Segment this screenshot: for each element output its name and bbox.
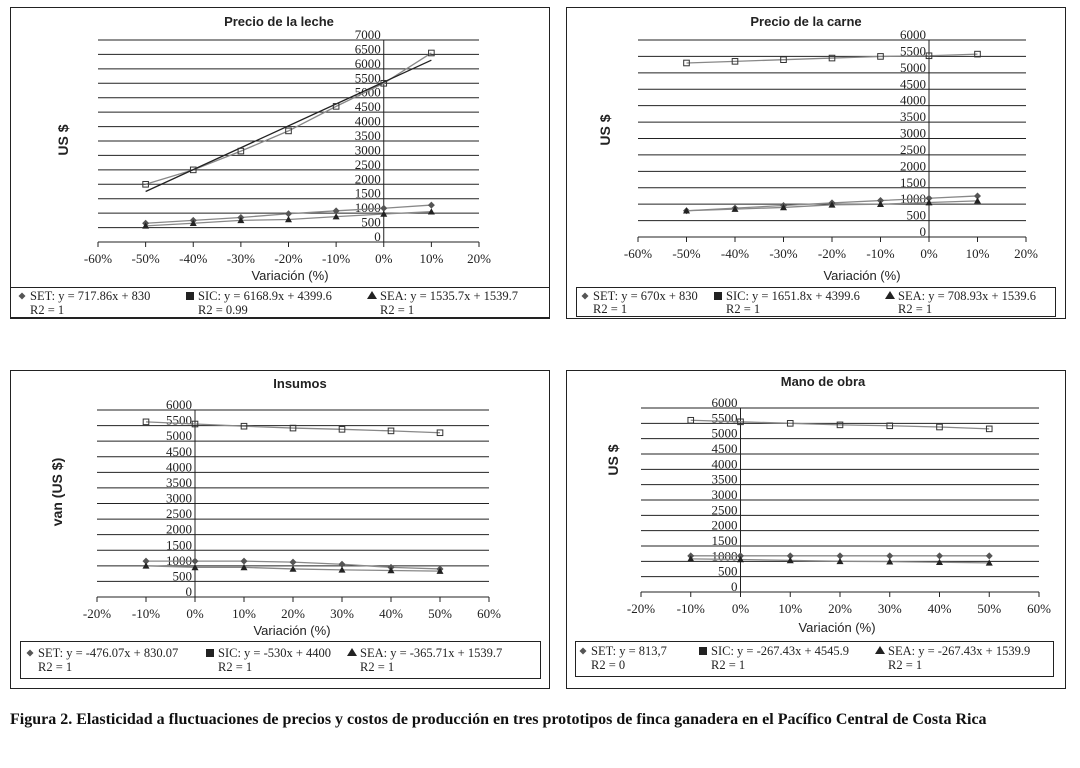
x-tick-label: -60%: [83, 251, 113, 266]
chart-4: [567, 371, 1066, 689]
y-tick-label: 4500: [711, 441, 738, 456]
legend-r2: R2 = 1: [888, 658, 923, 672]
y-tick-label: 2000: [900, 158, 926, 174]
y-tick-label: 1000: [900, 191, 926, 207]
legend-r2: R2 = 1: [380, 303, 415, 317]
legend-marker-sic: [186, 292, 194, 300]
x-tick-label: -30%: [226, 251, 255, 266]
chart-frame: [567, 371, 1066, 689]
y-tick-label: 1000: [166, 552, 192, 568]
y-tick-label: 5500: [354, 70, 381, 86]
legend-marker-sic: [714, 292, 722, 300]
x-tick-label: -20%: [626, 601, 656, 616]
y-tick-label: 5500: [711, 410, 738, 426]
legend-r2: R2 = 0.99: [198, 303, 248, 317]
x-tick-label: -10%: [676, 601, 705, 616]
y-tick-label: 4000: [166, 459, 192, 475]
y-tick-label: 1500: [711, 533, 738, 548]
x-tick-label: -10%: [322, 251, 351, 266]
y-tick-label: 7000: [354, 27, 381, 42]
x-tick-label: 10%: [419, 251, 444, 266]
y-axis-label: US $: [605, 444, 621, 476]
y-tick-label: 0: [731, 579, 738, 594]
x-tick-label: -20%: [274, 251, 303, 266]
y-tick-label: 4000: [711, 456, 738, 472]
x-tick-label: 10%: [965, 246, 990, 261]
x-tick-label: 0%: [920, 246, 938, 261]
legend-equation: SEA: y = -267.43x + 1539.9: [888, 644, 1031, 658]
legend-r2: R2 = 0: [591, 658, 626, 672]
x-tick-label: 0%: [375, 251, 393, 266]
y-tick-label: 500: [172, 568, 192, 584]
y-tick-label: 6000: [166, 397, 192, 412]
y-tick-label: 5000: [900, 59, 926, 75]
y-tick-label: 0: [919, 224, 926, 239]
y-tick-label: 500: [906, 207, 926, 223]
y-tick-label: 2500: [354, 156, 381, 172]
legend-equation: SIC: y = -530x + 4400: [218, 646, 332, 660]
x-tick-label: 30%: [877, 601, 902, 616]
y-tick-label: 5000: [711, 425, 738, 441]
x-tick-label: 20%: [467, 251, 491, 266]
chart-1: [11, 8, 550, 319]
x-tick-label: 50%: [428, 606, 452, 621]
x-tick-label: 40%: [927, 601, 952, 616]
legend-r2: R2 = 1: [30, 303, 65, 317]
x-tick-label: 20%: [828, 601, 852, 616]
x-tick-label: -50%: [131, 251, 160, 266]
y-tick-label: 4500: [900, 76, 926, 92]
y-tick-label: 4000: [354, 113, 381, 129]
y-tick-label: 6000: [900, 27, 926, 42]
x-tick-label: -50%: [672, 246, 701, 261]
legend-equation: SIC: y = 1651.8x + 4399.6: [726, 289, 860, 303]
x-tick-label: -60%: [623, 246, 653, 261]
y-tick-label: 500: [718, 563, 738, 579]
y-tick-label: 2500: [166, 506, 192, 522]
chart-title: Precio de la carne: [750, 14, 862, 29]
x-tick-label: 40%: [379, 606, 403, 621]
legend-equation: SEA: y = 708.93x + 1539.6: [898, 289, 1037, 303]
legend-r2: R2 = 1: [898, 302, 933, 316]
chart-title: Precio de la leche: [224, 14, 334, 29]
chart-frame: [567, 8, 1066, 319]
x-tick-label: -40%: [179, 251, 208, 266]
y-tick-label: 3500: [354, 128, 381, 143]
y-tick-label: 500: [361, 214, 381, 230]
y-tick-label: 1500: [354, 185, 381, 201]
y-tick-label: 2500: [711, 502, 738, 518]
x-axis-label: Variación (%): [251, 268, 329, 283]
chart-title: Mano de obra: [780, 374, 866, 389]
y-tick-label: 2000: [711, 517, 738, 533]
legend-equation: SEA: y = -365.71x + 1539.7: [360, 646, 503, 660]
x-axis-label: Variación (%): [253, 623, 331, 638]
x-tick-label: -30%: [769, 246, 798, 261]
y-tick-label: 5500: [900, 43, 926, 59]
x-tick-label: 0%: [186, 606, 204, 621]
legend-equation: SEA: y = 1535.7x + 1539.7: [380, 289, 519, 303]
legend-r2: R2 = 1: [360, 660, 395, 674]
y-tick-label: 1500: [166, 537, 192, 553]
legend-r2: R2 = 1: [726, 302, 761, 316]
x-tick-label: -20%: [82, 606, 112, 621]
y-tick-label: 0: [374, 229, 381, 244]
x-tick-label: 60%: [1027, 601, 1051, 616]
x-tick-label: -10%: [131, 606, 161, 621]
legend-marker-sic: [699, 647, 707, 655]
y-tick-label: 5000: [166, 428, 192, 444]
y-tick-label: 1000: [711, 548, 738, 564]
y-tick-label: 2000: [166, 521, 192, 537]
legend-r2: R2 = 1: [38, 660, 73, 674]
y-tick-label: 4500: [166, 443, 192, 459]
y-tick-label: 1500: [900, 174, 926, 190]
y-axis-label: van (US $): [49, 457, 65, 527]
legend-equation: SET: y = -476.07x + 830.07: [38, 646, 179, 660]
x-tick-label: 20%: [281, 606, 305, 621]
legend-r2: R2 = 1: [711, 658, 746, 672]
y-tick-label: 0: [185, 584, 192, 599]
y-tick-label: 4500: [354, 99, 381, 115]
legend-marker-sic: [206, 649, 214, 657]
figure-caption: Figura 2. Elasticidad a fluctuaciones de precios y costos de producción en tres prototipos de finca ganadera en el Pacífico Central de Costa Rica: [10, 711, 987, 728]
x-axis-label: Variación (%): [823, 268, 901, 283]
y-tick-label: 2500: [900, 141, 926, 157]
chart-3: [11, 371, 550, 689]
x-tick-label: -10%: [866, 246, 895, 261]
x-tick-label: -20%: [817, 246, 847, 261]
y-tick-label: 6500: [354, 41, 381, 57]
legend-equation: SET: y = 813,7: [591, 644, 667, 658]
legend-equation: SIC: y = 6168.9x + 4399.6: [198, 289, 332, 303]
legend-equation: SET: y = 717.86x + 830: [30, 289, 151, 303]
legend-r2: R2 = 1: [593, 302, 628, 316]
x-tick-label: 50%: [977, 601, 1002, 616]
chart-frame: [11, 371, 550, 689]
x-tick-label: 0%: [731, 601, 750, 616]
y-tick-label: 6000: [354, 55, 381, 71]
y-tick-label: 5000: [354, 84, 381, 100]
y-axis-label: US $: [597, 114, 613, 146]
y-tick-label: 3000: [711, 487, 738, 502]
y-axis-label: US $: [55, 124, 71, 156]
y-tick-label: 6000: [711, 395, 738, 410]
y-tick-label: 4000: [900, 92, 926, 108]
y-tick-label: 3500: [711, 471, 738, 487]
chart-2: [567, 8, 1066, 319]
y-tick-label: 3500: [166, 474, 192, 490]
x-tick-label: 30%: [330, 606, 354, 621]
y-tick-label: 3000: [900, 125, 926, 141]
x-tick-label: 10%: [232, 606, 256, 621]
y-tick-label: 3000: [354, 142, 381, 158]
y-tick-label: 5500: [166, 412, 192, 428]
y-tick-label: 3500: [900, 109, 926, 125]
legend-equation: SET: y = 670x + 830: [593, 289, 698, 303]
x-tick-label: 60%: [477, 606, 501, 621]
x-tick-label: -40%: [720, 246, 750, 261]
legend-r2: R2 = 1: [218, 660, 253, 674]
x-tick-label: 20%: [1014, 246, 1038, 261]
x-tick-label: 10%: [778, 601, 803, 616]
chart-title: Insumos: [273, 376, 327, 391]
y-tick-label: 3000: [166, 490, 192, 506]
x-axis-label: Variación (%): [798, 620, 876, 635]
y-tick-label: 1000: [354, 200, 381, 216]
legend-equation: SIC: y = -267.43x + 4545.9: [711, 644, 850, 658]
y-tick-label: 2000: [354, 171, 381, 187]
